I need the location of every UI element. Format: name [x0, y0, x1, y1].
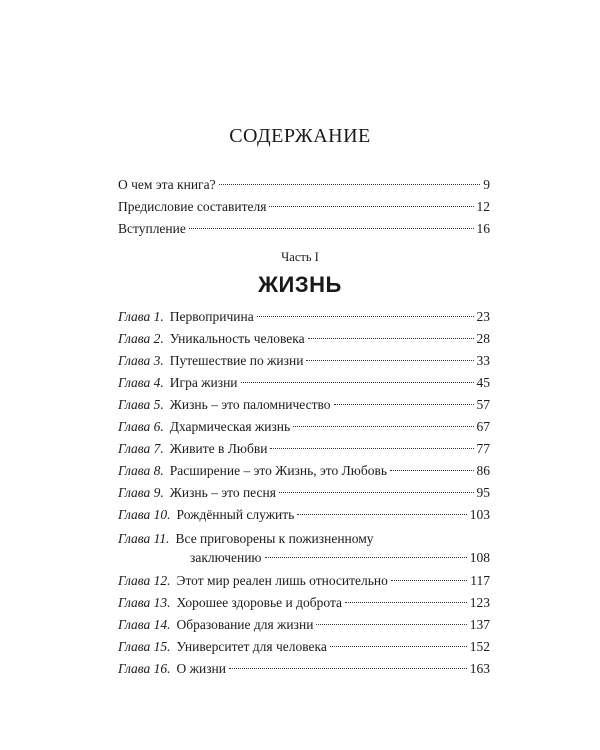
chapter-number: Глава 14. [118, 617, 171, 632]
entry-title: О чем эта книга? [118, 177, 216, 192]
chapter-number: Глава 15. [118, 639, 171, 654]
chapter-title: Университет для человека [176, 639, 327, 654]
chapter-page: 108 [469, 550, 490, 565]
chapter-number: Глава 4. [118, 375, 164, 390]
dot-leader [241, 382, 474, 383]
chapter-page: 117 [470, 573, 490, 588]
chapter-title: Хорошее здоровье и доброта [176, 595, 343, 610]
chapter-entry [118, 531, 490, 547]
chapter-title: Образование для жизни [176, 617, 314, 632]
chapter-entry [118, 573, 490, 589]
dot-leader [229, 668, 467, 669]
chapter-entry [118, 639, 490, 655]
chapter-title: Рождённый служить [176, 507, 295, 522]
chapter-title: Жизнь – это песня [169, 485, 276, 500]
part-label: Часть I [281, 250, 319, 264]
entry-page: 16 [476, 221, 490, 236]
dot-leader [279, 492, 474, 493]
toc-entry [118, 221, 490, 237]
part-title: ЖИЗНЬ [258, 272, 342, 297]
chapter-number: Глава 5. [118, 397, 164, 412]
chapter-page: 45 [476, 375, 490, 390]
chapter-number: Глава 13. [118, 595, 171, 610]
dot-leader [334, 404, 474, 405]
chapter-entry [118, 485, 490, 501]
dot-leader [345, 602, 467, 603]
chapter-title: Дхармическая жизнь [169, 419, 291, 434]
chapter-number: Глава 8. [118, 463, 164, 478]
chapter-entry [118, 463, 490, 479]
chapter-number: Глава 9. [118, 485, 164, 500]
chapter-entry [118, 441, 490, 457]
dot-leader [308, 338, 474, 339]
chapter-entry [118, 507, 490, 523]
entry-page: 9 [483, 177, 490, 192]
chapter-page: 28 [476, 331, 490, 346]
chapter-entry [118, 617, 490, 633]
entry-page: 12 [476, 199, 490, 214]
chapter-entry [118, 595, 490, 611]
chapter-page: 123 [469, 595, 490, 610]
dot-leader [189, 228, 474, 229]
chapter-entry [118, 419, 490, 435]
chapter-page: 137 [469, 617, 490, 632]
dot-leader [390, 470, 473, 471]
chapter-number: Глава 3. [118, 353, 164, 368]
chapter-entry [118, 397, 490, 413]
chapter-number: Глава 2. [118, 331, 164, 346]
chapter-title: Этот мир реален лишь относительно [176, 573, 388, 588]
chapter-page: 33 [476, 353, 490, 368]
toc-entry [118, 177, 490, 193]
chapter-page: 86 [476, 463, 490, 478]
chapter-entry [118, 353, 490, 369]
dot-leader [297, 514, 466, 515]
entry-title: Вступление [118, 221, 186, 236]
chapter-title: Путешествие по жизни [169, 353, 304, 368]
chapter-entry [118, 375, 490, 391]
chapter-number: Глава 16. [118, 661, 171, 676]
chapter-number: Глава 11. [118, 531, 170, 546]
chapter-page: 77 [476, 441, 490, 456]
chapter-page: 57 [476, 397, 490, 412]
dot-leader [316, 624, 466, 625]
chapter-entry [118, 331, 490, 347]
chapter-number: Глава 1. [118, 309, 164, 324]
chapter-page: 163 [469, 661, 490, 676]
chapter-number: Глава 6. [118, 419, 164, 434]
dot-leader [257, 316, 474, 317]
chapter-title-continued: заключению [190, 550, 262, 565]
dot-leader [270, 448, 473, 449]
entry-title: Предисловие составителя [118, 199, 267, 214]
chapter-title: Все приговорены к пожизненному [175, 531, 374, 546]
page-title: СОДЕРЖАНИЕ [229, 125, 371, 147]
chapter-title: Расширение – это Жизнь, это Любовь [169, 463, 388, 478]
chapter-page: 23 [476, 309, 490, 324]
chapter-number: Глава 10. [118, 507, 171, 522]
chapter-number: Глава 12. [118, 573, 171, 588]
chapter-page: 67 [476, 419, 490, 434]
dot-leader [219, 184, 481, 185]
chapter-page: 95 [476, 485, 490, 500]
toc-entry [118, 199, 490, 215]
dot-leader [306, 360, 473, 361]
chapter-number: Глава 7. [118, 441, 164, 456]
chapter-page: 103 [469, 507, 490, 522]
chapter-title: Живите в Любви [169, 441, 268, 456]
chapter-title: Уникальность человека [169, 331, 305, 346]
chapter-entry [118, 661, 490, 677]
chapter-title: Жизнь – это паломничество [169, 397, 331, 412]
chapter-title: Игра жизни [169, 375, 238, 390]
chapter-title: О жизни [176, 661, 226, 676]
chapter-entry-continuation [190, 550, 490, 566]
chapter-page: 152 [469, 639, 490, 654]
dot-leader [293, 426, 473, 427]
dot-leader [330, 646, 467, 647]
dot-leader [265, 557, 467, 558]
dot-leader [269, 206, 473, 207]
dot-leader [391, 580, 467, 581]
chapter-title: Первопричина [169, 309, 254, 324]
chapter-entry [118, 309, 490, 325]
